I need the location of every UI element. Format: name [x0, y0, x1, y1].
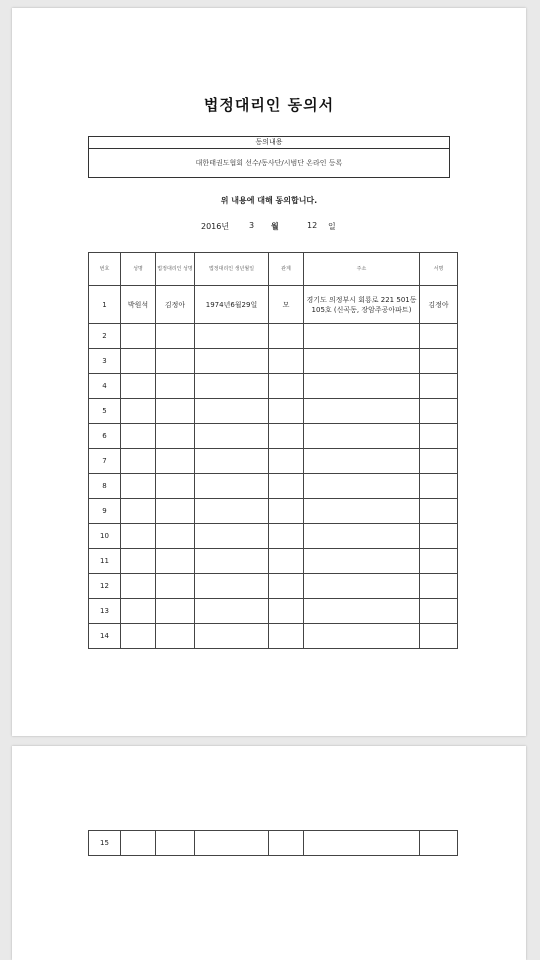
cell-address: [304, 574, 420, 599]
cell-number: 3: [89, 349, 121, 374]
cell-address: [304, 374, 420, 399]
header-name: 성명: [121, 253, 156, 286]
cell-relation: [269, 474, 304, 499]
cell-address: [304, 324, 420, 349]
cell-signature: [420, 374, 458, 399]
header-signature: 서명: [420, 253, 458, 286]
cell-address: [304, 599, 420, 624]
document-page-2: [12, 746, 526, 960]
cell-signature: [420, 499, 458, 524]
cell-guardian-name: [156, 374, 195, 399]
cell-relation: [269, 399, 304, 424]
cell-number: 7: [89, 449, 121, 474]
cell-number: 4: [89, 374, 121, 399]
cell-signature: [420, 574, 458, 599]
cell-guardian-birth: [195, 449, 269, 474]
cell-signature: [420, 324, 458, 349]
consent-header: 동의내용: [89, 137, 449, 149]
cell-address: [304, 399, 420, 424]
cell-address: [304, 624, 420, 649]
table-row: [89, 349, 458, 374]
table-row: [89, 524, 458, 549]
cell-relation: [269, 449, 304, 474]
header-guardian-birth: 법정대리인 생년월일: [195, 253, 269, 286]
cell-relation: [269, 599, 304, 624]
cell-guardian-birth: [195, 624, 269, 649]
cell-name: [121, 624, 156, 649]
cell-guardian-birth: [195, 324, 269, 349]
cell-guardian-name: [156, 524, 195, 549]
cell-name: [121, 399, 156, 424]
cell-signature: [420, 349, 458, 374]
cell-guardian-birth: [195, 349, 269, 374]
cell-number: 5: [89, 399, 121, 424]
cell-guardian-birth: [195, 499, 269, 524]
cell-address: [304, 549, 420, 574]
date-day-unit: 일: [328, 222, 336, 231]
cell-relation: 모: [269, 286, 304, 324]
cell-name: [121, 349, 156, 374]
cell-number: 11: [89, 549, 121, 574]
cell-guardian-name: [156, 449, 195, 474]
cell-signature: [420, 549, 458, 574]
cell-number: 6: [89, 424, 121, 449]
cell-name: [121, 574, 156, 599]
cell-number: 1: [89, 286, 121, 324]
header-address: 주소: [304, 253, 420, 286]
table-row: [89, 549, 458, 574]
cell-signature: [420, 524, 458, 549]
cell-relation: [269, 574, 304, 599]
cell-guardian-name: [156, 831, 195, 856]
cell-relation: [269, 524, 304, 549]
cell-address: [304, 449, 420, 474]
cell-signature: [420, 624, 458, 649]
cell-guardian-name: [156, 474, 195, 499]
cell-name: [121, 549, 156, 574]
cell-address: [304, 349, 420, 374]
table-row: [89, 499, 458, 524]
cell-signature: [420, 474, 458, 499]
table-row: [89, 624, 458, 649]
table-row: [89, 831, 458, 856]
cell-guardian-name: [156, 424, 195, 449]
cell-guardian-name: [156, 599, 195, 624]
cell-address: [304, 524, 420, 549]
cell-name: [121, 449, 156, 474]
cell-signature: [420, 449, 458, 474]
cell-name: [121, 424, 156, 449]
cell-signature: 김정아: [420, 286, 458, 324]
cell-name: [121, 324, 156, 349]
date-year: 2016년: [201, 222, 230, 231]
cell-guardian-name: [156, 499, 195, 524]
cell-guardian-birth: [195, 831, 269, 856]
cell-signature: [420, 831, 458, 856]
header-number: 번호: [89, 253, 121, 286]
cell-address: [304, 831, 420, 856]
cell-relation: [269, 349, 304, 374]
cell-relation: [269, 831, 304, 856]
cell-guardian-birth: [195, 524, 269, 549]
cell-name: [121, 599, 156, 624]
cell-address: [304, 424, 420, 449]
table-row: [89, 324, 458, 349]
consent-content: 대한태권도협회 선수/동사단/시범단 온라인 등록: [195, 159, 343, 167]
table-row: [89, 574, 458, 599]
cell-guardian-name: [156, 349, 195, 374]
document-page-1: [12, 8, 526, 736]
cell-number: 15: [89, 831, 121, 856]
date-month-unit: 월: [271, 222, 279, 231]
cell-number: 8: [89, 474, 121, 499]
cell-signature: [420, 599, 458, 624]
table-row: [89, 599, 458, 624]
cell-guardian-name: [156, 324, 195, 349]
cell-number: 13: [89, 599, 121, 624]
table-row: [89, 474, 458, 499]
cell-name: [121, 831, 156, 856]
cell-guardian-birth: [195, 599, 269, 624]
cell-guardian-birth: [195, 549, 269, 574]
cell-guardian-name: [156, 549, 195, 574]
guardian-table-continued: [88, 830, 458, 856]
cell-signature: [420, 399, 458, 424]
date-month: 3: [249, 221, 255, 230]
cell-guardian-name: [156, 624, 195, 649]
cell-address: 경기도 의정부시 회룡로 221 501동 105호 (신곡동, 장암주공아파트): [304, 286, 420, 324]
cell-guardian-name: [156, 399, 195, 424]
table-row: [89, 399, 458, 424]
cell-address: [304, 499, 420, 524]
cell-name: [121, 474, 156, 499]
cell-signature: [420, 424, 458, 449]
cell-relation: [269, 499, 304, 524]
table-row: [89, 374, 458, 399]
cell-number: 12: [89, 574, 121, 599]
cell-name: [121, 374, 156, 399]
cell-name: [121, 524, 156, 549]
agreement-statement: 위 내용에 대해 동의합니다.: [220, 196, 318, 205]
header-guardian-name: 법정대리인 성명: [156, 253, 195, 286]
document-title: 법정대리인 동의서: [203, 96, 335, 114]
table-row: [89, 424, 458, 449]
cell-relation: [269, 624, 304, 649]
table-header-row: [89, 253, 458, 286]
table-row: [89, 449, 458, 474]
cell-number: 2: [89, 324, 121, 349]
cell-relation: [269, 424, 304, 449]
header-relation: 관계: [269, 253, 304, 286]
guardian-table: [88, 252, 458, 649]
cell-name: [121, 499, 156, 524]
table-row: [89, 286, 458, 324]
cell-number: 14: [89, 624, 121, 649]
cell-relation: [269, 374, 304, 399]
cell-name: 박원석: [121, 286, 156, 324]
cell-number: 10: [89, 524, 121, 549]
consent-box: [88, 136, 450, 178]
cell-relation: [269, 549, 304, 574]
cell-address: [304, 474, 420, 499]
cell-guardian-name: 김정아: [156, 286, 195, 324]
cell-guardian-birth: [195, 424, 269, 449]
cell-number: 9: [89, 499, 121, 524]
cell-guardian-birth: [195, 399, 269, 424]
cell-guardian-birth: [195, 474, 269, 499]
cell-guardian-name: [156, 574, 195, 599]
cell-guardian-birth: [195, 374, 269, 399]
cell-guardian-birth: [195, 574, 269, 599]
cell-guardian-birth: 1974년6월29일: [195, 286, 269, 324]
cell-relation: [269, 324, 304, 349]
date-day: 12: [307, 221, 318, 230]
